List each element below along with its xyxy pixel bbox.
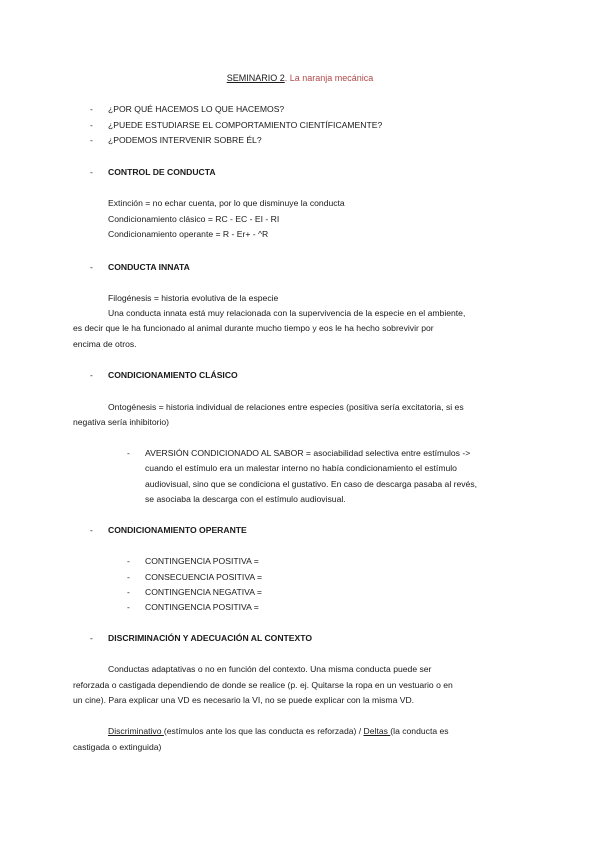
- innata-para-line: encima de otros.: [73, 339, 137, 349]
- clasico-sub-line: audiovisual, sino que se condiciona el gustativo. En caso de descarga pasaba al revés,: [145, 479, 478, 489]
- bullet-dash: -: [90, 262, 93, 272]
- bullet-dash: -: [90, 120, 93, 130]
- term-discriminativo: Discriminativo: [108, 726, 164, 736]
- operante-item: CONTINGENCIA NEGATIVA =: [145, 587, 262, 597]
- bullet-dash: -: [127, 448, 130, 458]
- clasico-sub-line: cuando el estímulo era un malestar interno no había condicionamiento el estímulo: [145, 463, 457, 473]
- bullet-dash: -: [90, 370, 93, 380]
- question-item: ¿PUEDE ESTUDIARSE EL COMPORTAMIENTO CIENTÍFICAMENTE?: [108, 120, 383, 130]
- bullet-dash: -: [127, 587, 130, 597]
- innata-para-line: es decir que le ha funcionado al animal durante mucho tiempo y eos le ha hecho sobrevivir por: [73, 323, 434, 333]
- bullet-dash: -: [90, 633, 93, 643]
- term-deltas-desc: (la conducta es: [390, 726, 449, 736]
- discriminacion-para-line: un cine). Para explicar una VD es necesario la VI, no se puede explicar con la misma VD.: [73, 695, 415, 705]
- control-line: Condicionamiento operante = R - Er+ - ^R: [108, 229, 269, 239]
- clasico-para-line: negativa sería inhibitorio): [73, 417, 170, 427]
- title-subtitle: . La naranja mecánica: [284, 73, 374, 83]
- question-item: ¿POR QUÉ HACEMOS LO QUE HACEMOS?: [108, 104, 285, 114]
- bullet-dash: -: [127, 556, 130, 566]
- innata-para-line: Una conducta innata está muy relacionada con la supervivencia de la especie en el ambiente,: [108, 308, 466, 318]
- term-discriminativo-desc: (estímulos ante los que las conducta es reforzada) /: [163, 726, 364, 736]
- bullet-dash: -: [90, 135, 93, 145]
- control-line: Condicionamiento clásico = RC - EC - EI - RI: [108, 214, 280, 224]
- bullet-dash: -: [90, 167, 93, 177]
- bullet-dash: -: [90, 525, 93, 535]
- title-seminar: SEMINARIO 2: [226, 73, 285, 83]
- section-heading-control: CONTROL DE CONDUCTA: [108, 167, 216, 177]
- innata-line: Filogénesis = historia evolutiva de la especie: [108, 293, 279, 303]
- bullet-dash: -: [127, 572, 130, 582]
- operante-item: CONTINGENCIA POSITIVA =: [145, 602, 259, 612]
- section-heading-discriminacion: DISCRIMINACIÓN Y ADECUACIÓN AL CONTEXTO: [108, 633, 313, 643]
- question-item: ¿PODEMOS INTERVENIR SOBRE ÉL?: [108, 135, 262, 145]
- operante-item: CONTINGENCIA POSITIVA =: [145, 556, 259, 566]
- bullet-dash: -: [127, 602, 130, 612]
- discriminacion-para-line: Conductas adaptativas o no en función del contexto. Una misma conducta puede ser: [108, 664, 432, 674]
- discriminacion-terms-line-2: castigada o extinguida): [73, 742, 162, 752]
- operante-item: CONSECUENCIA POSITIVA =: [145, 572, 263, 582]
- section-heading-operante: CONDICIONAMIENTO OPERANTE: [108, 525, 247, 535]
- clasico-sub-line: AVERSIÓN CONDICIONADO AL SABOR = asociabilidad selectiva entre estímulos ->: [145, 448, 471, 458]
- discriminacion-para-line: reforzada o castigada dependiendo de donde se realice (p. ej. Quitarse la ropa en un vestuario o en: [73, 680, 453, 690]
- section-heading-innata: CONDUCTA INNATA: [108, 262, 190, 272]
- section-heading-clasico: CONDICIONAMIENTO CLÁSICO: [108, 370, 238, 380]
- term-deltas: Deltas: [363, 726, 391, 736]
- bullet-dash: -: [90, 104, 93, 114]
- clasico-sub-line: se asociaba la descarga con el estímulo audiovisual.: [145, 494, 346, 504]
- page-title: [0, 73, 600, 83]
- clasico-para-line: Ontogénesis = historia individual de relaciones entre especies (positiva sería excitatoria, si es: [108, 402, 464, 412]
- discriminacion-terms-line: [108, 726, 449, 737]
- control-line: Extinción = no echar cuenta, por lo que disminuye la conducta: [108, 198, 345, 208]
